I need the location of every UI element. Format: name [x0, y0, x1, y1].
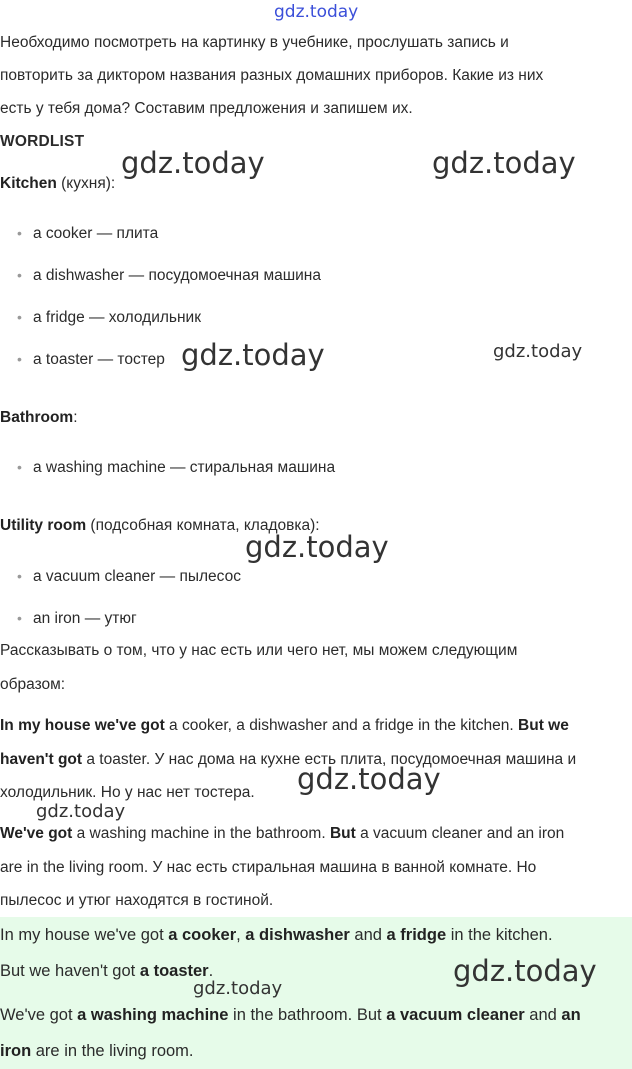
text-span: We've got: [0, 1006, 78, 1024]
bold-phrase: We've got: [0, 825, 73, 842]
bullet-icon: •: [17, 351, 22, 367]
example2-line-1: [0, 817, 564, 851]
bold-phrase: But we: [518, 717, 569, 734]
bullet-icon: •: [17, 459, 22, 475]
example1-line-1: [0, 709, 569, 743]
bathroom-title: Bathroom: [0, 409, 74, 426]
text-span: a washing machine in the bathroom.: [72, 825, 330, 842]
kitchen-note: (кухня):: [56, 175, 116, 192]
list-item: a dishwasher — посудомоечная машина: [33, 267, 321, 284]
watermark: gdz.today: [493, 341, 583, 362]
wordlist-heading: WORDLIST: [0, 133, 85, 150]
watermark: gdz.today: [432, 146, 576, 180]
bullet-icon: •: [17, 225, 22, 241]
intro-line-3: есть у тебя дома? Составим предложения и запишем их.: [0, 100, 413, 117]
text-span: and: [349, 926, 387, 944]
example2-line-3: пылесос и утюг находятся в гостиной.: [0, 892, 274, 909]
list-item: a toaster — тостер: [33, 351, 165, 368]
example1-line-3: холодильник. Но у нас нет тостера.: [0, 784, 255, 801]
utility-note: (подсобная комната, кладовка):: [86, 517, 320, 534]
watermark: gdz.today: [297, 762, 441, 796]
bathroom-heading: [0, 409, 78, 427]
bold-phrase: a cooker: [168, 926, 237, 944]
example1-line-2: [0, 743, 576, 777]
list-item: a vacuum cleaner — пылесос: [33, 568, 241, 585]
bold-phrase: an: [561, 1006, 581, 1024]
example2-line-2: are in the living room. У нас есть стиральная машина в ванной комнате. Но: [0, 859, 537, 876]
text-span: In my house we've got: [0, 926, 169, 944]
bold-phrase: But: [329, 825, 356, 842]
text-span: ,: [236, 926, 246, 944]
kitchen-heading: [0, 175, 115, 193]
bathroom-note: :: [73, 409, 78, 426]
text-span: in the bathroom. But: [228, 1006, 387, 1024]
text-span: a cooker, a dishwasher and a fridge in the kitchen.: [164, 717, 519, 734]
top-watermark: gdz.today: [274, 2, 359, 22]
watermark: gdz.today: [181, 338, 325, 372]
bold-phrase: haven't got: [0, 751, 83, 768]
list-item: a cooker — плита: [33, 225, 159, 242]
bold-phrase: a vacuum cleaner: [386, 1006, 525, 1024]
list-item: an iron — утюг: [33, 610, 137, 627]
explain-line-2: образом:: [0, 676, 66, 693]
list-item: a fridge — холодильник: [33, 309, 201, 326]
answer-line-4: [0, 1042, 194, 1061]
bullet-icon: •: [17, 309, 22, 325]
list-item: a washing machine — стиральная машина: [33, 459, 336, 476]
bold-phrase: a fridge: [386, 926, 447, 944]
answer-line-2: [0, 962, 213, 981]
answer-line-1: [0, 926, 553, 945]
utility-title: Utility room: [0, 517, 87, 534]
bullet-icon: •: [17, 267, 22, 283]
watermark: gdz.today: [193, 978, 283, 999]
kitchen-title: Kitchen: [0, 175, 57, 192]
text-span: and: [524, 1006, 562, 1024]
intro-line-2: повторить за диктором названия разных домашних приборов. Какие из них: [0, 67, 544, 84]
bold-phrase: a toaster: [139, 962, 209, 980]
bullet-icon: •: [17, 568, 22, 584]
text-span: a vacuum cleaner and an iron: [355, 825, 565, 842]
intro-line-1: Необходимо посмотреть на картинку в учебнике, прослушать запись и: [0, 34, 509, 51]
bullet-icon: •: [17, 610, 22, 626]
watermark: gdz.today: [245, 530, 389, 564]
bold-phrase: iron: [0, 1042, 32, 1060]
text-span: a toaster. У нас дома на кухне есть плита, посудомоечная машина и: [82, 751, 577, 768]
text-span: in the kitchen.: [446, 926, 553, 944]
text-span: But we haven't got: [0, 962, 140, 980]
bold-phrase: a dishwasher: [245, 926, 350, 944]
text-span: are in the living room.: [31, 1042, 194, 1060]
answer-box: [0, 917, 632, 1069]
text-span: .: [208, 962, 214, 980]
watermark: gdz.today: [121, 146, 265, 180]
explain-line-1: Рассказывать о том, что у нас есть или чего нет, мы можем следующим: [0, 642, 518, 659]
watermark: gdz.today: [36, 801, 126, 822]
watermark: gdz.today: [453, 954, 597, 988]
answer-line-3: [0, 1006, 581, 1025]
bold-phrase: In my house we've got: [0, 717, 165, 734]
bold-phrase: a washing machine: [77, 1006, 229, 1024]
